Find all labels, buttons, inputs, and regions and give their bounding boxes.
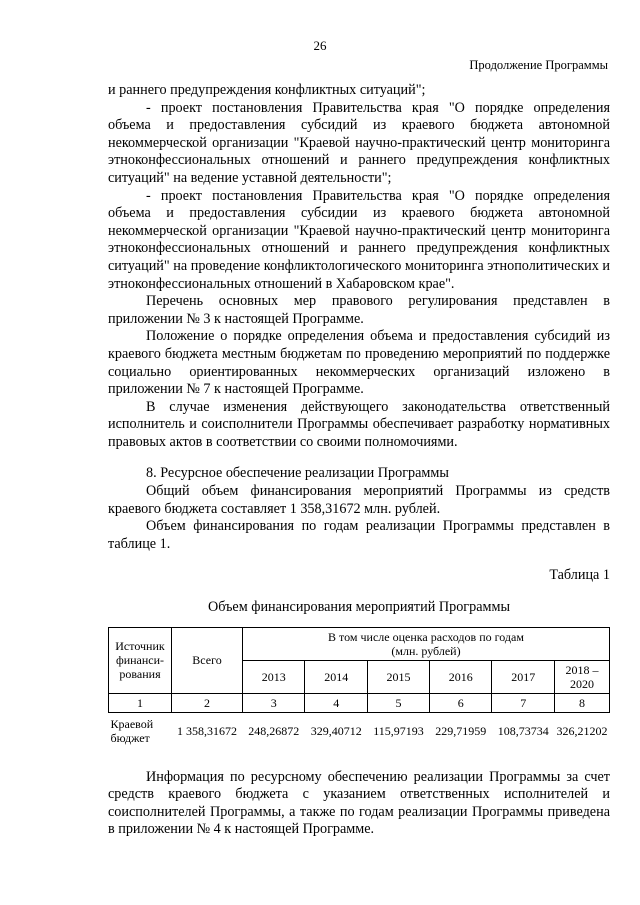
paragraph: Положение о порядке определения объема и предоставления субсидий из краевого бюджета местным бюджетам по проведению мероприятий по поддержке социально ориентированных некоммерческих организаций изложено в приложении № 7 к настоящей Программе. — [108, 328, 610, 398]
header-source: Источник финанси-рования — [109, 627, 172, 693]
column-number: 6 — [429, 693, 491, 712]
table-label: Таблица 1 — [549, 567, 610, 584]
row-value: 229,71959 — [435, 723, 487, 738]
header-year: 2013 — [243, 660, 305, 693]
row-value: 115,97193 — [373, 723, 424, 738]
row-value: 329,40712 — [310, 723, 362, 738]
header-group-title: В том числе оценка расходов по годам — [328, 629, 524, 644]
header-year: 2017 — [492, 660, 555, 693]
page-number: 26 — [313, 38, 327, 53]
row-value: 248,26872 — [248, 723, 300, 738]
row-value: 108,73734 — [497, 723, 549, 738]
paragraph: - проект постановления Правительства края "О порядке определения объема и предоставления субсидии из краевого бюджета автономной некоммерческой организации "Краевой научно-практический центр мониторинга этноконфессиональных отношений и раннего предупреждения конфликтных ситуаций" на проведение конфликтологического мониторинга этнополитических и этноконфессиональных отношений в Хабаровском крае". — [108, 187, 610, 292]
table-title: Объем финансирования мероприятий Программы — [207, 599, 510, 616]
row-source: Краевой бюджет — [110, 716, 154, 745]
section-heading: 8. Ресурсное обеспечение реализации Программы — [146, 465, 449, 482]
paragraph: Общий объем финансирования мероприятий Программы из средств краевого бюджета составляет 1 358,31672 млн. рублей. — [108, 483, 610, 517]
paragraph: В случае изменения действующего законодательства ответственный исполнитель и соисполнители Программы обеспечивает разработку нормативных правовых актов в соответствии со своими полномочиями. — [108, 398, 610, 450]
paragraph: - проект постановления Правительства края "О порядке определения объема и предоставления субсидий из краевого бюджета автономной некоммерческой организации "Краевой научно-практический центр мониторинга этноконфессиональных отношений и раннего предупреждения конфликтных ситуаций" на ведение уставной деятельности"; — [108, 99, 610, 186]
column-number: 7 — [492, 693, 555, 712]
header-year: 2014 — [305, 660, 367, 693]
continuation-label: Продолжение Программы — [469, 58, 608, 72]
row-value: 1 358,31672 — [177, 723, 237, 738]
table-row — [109, 712, 610, 747]
header-year: 2018 – 2020 — [555, 660, 610, 693]
document-body — [108, 82, 610, 839]
paragraph: Перечень основных мер правового регулирования представлен в приложении № 3 к настоящей Программе. — [108, 293, 610, 327]
header-year: 2015 — [367, 660, 429, 693]
paragraph: Информация по ресурсному обеспечению реализации Программы за счет средств краевого бюджета с указанием ответственных исполнителей и соисполнителей Программы, а также по годам реализации Программы приведена в приложении № 4 к настоящей Программе. — [108, 768, 610, 838]
column-number: 3 — [243, 693, 305, 712]
paragraph: Объем финансирования по годам реализации Программы представлен в таблице 1. — [108, 518, 610, 552]
column-number: 2 — [172, 693, 243, 712]
column-number: 4 — [305, 693, 367, 712]
header-total: Всего — [172, 627, 243, 693]
column-number: 8 — [555, 693, 610, 712]
row-value: 326,21202 — [556, 723, 608, 738]
column-number: 5 — [367, 693, 429, 712]
header-year: 2016 — [429, 660, 491, 693]
header-group-unit: (млн. рублей) — [391, 643, 461, 658]
paragraph: и раннего предупреждения конфликтных ситуаций"; — [108, 82, 426, 98]
column-number: 1 — [109, 693, 172, 712]
financing-table — [108, 627, 610, 747]
column-number-row — [109, 693, 610, 712]
header-group — [243, 627, 610, 660]
